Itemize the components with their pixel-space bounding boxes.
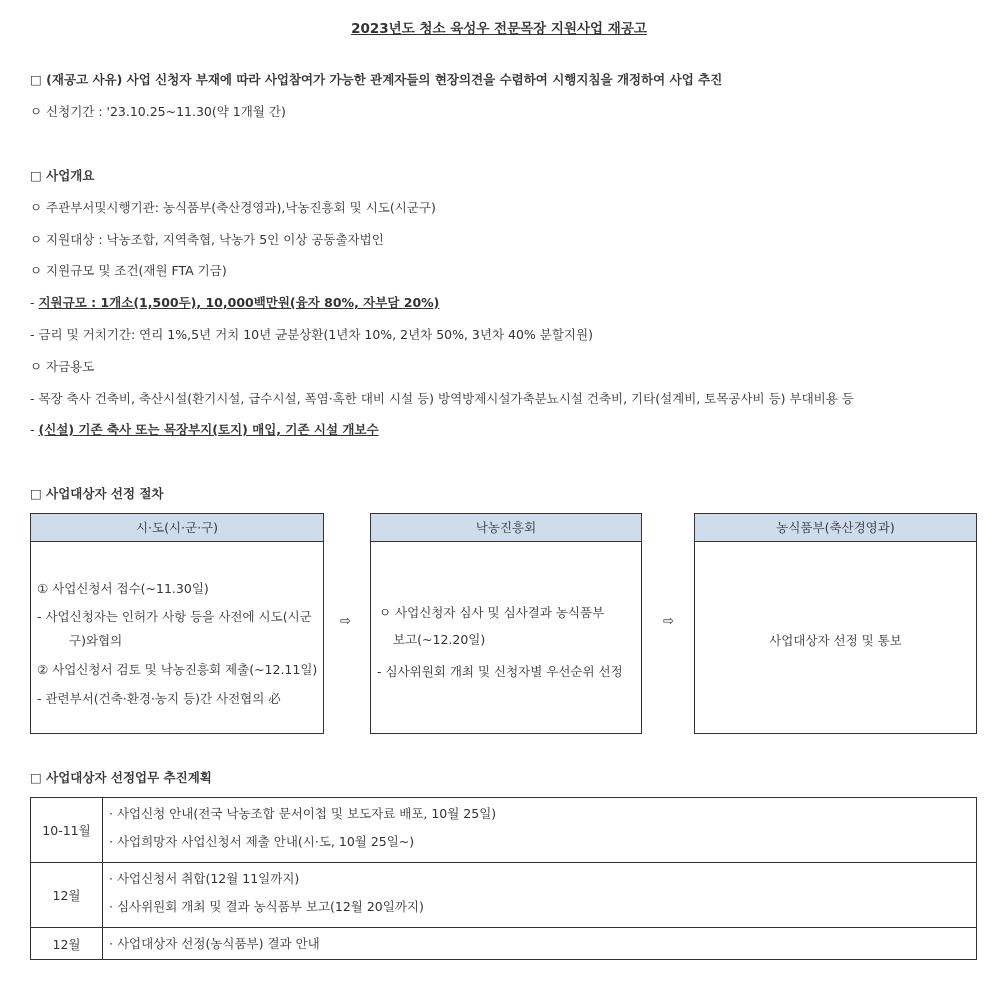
- overview-scale-conditions: ㅇ 지원규모 및 조건(재원 FTA 기금): [30, 263, 227, 278]
- sido-step-1-note-cont: 구)와협의: [69, 633, 123, 648]
- plan-row: [31, 798, 977, 863]
- overview-scale: 지원규모 : 1개소(1,500두), 10,000백만원(융자 80%, 자부담 20%): [38, 295, 440, 310]
- sido-step-2-note: - 관련부서(건축·환경·농지 등)간 사전협의 必: [37, 691, 281, 706]
- plan-month: 12월: [31, 928, 103, 960]
- council-review: ㅇ 사업신청자 심사 및 심사결과 농식품부: [379, 605, 605, 620]
- reason-heading: □ (재공고 사유) 사업 신청자 부재에 따라 사업참여가 가능한 관계자들의 현장의견을 수렴하여 시행지침을 개정하여 사업 추진: [30, 72, 723, 87]
- application-period: ㅇ 신청기간 : '23.10.25~11.30(약 1개월 간): [30, 104, 286, 119]
- plan-item: · 사업신청서 취합(12월 11일까지): [109, 871, 300, 886]
- plan-items: [103, 928, 977, 960]
- overview-heading: □ 사업개요: [30, 168, 95, 183]
- overview-new-item: (신설) 기존 축사 또는 목장부지(토지) 매입, 기존 시설 개보수: [38, 422, 379, 437]
- procedure-box-ministry: [694, 513, 977, 734]
- plan-month: 12월: [31, 863, 103, 928]
- plan-items: [103, 863, 977, 928]
- scale-dash: -: [30, 295, 39, 310]
- document-title: 2023년도 청소 육성우 전문목장 지원사업 재공고: [351, 21, 647, 37]
- plan-row: [31, 928, 977, 960]
- plan-month: 10-11월: [31, 798, 103, 863]
- plan-item: · 심사위원회 개최 및 결과 농식품부 보고(12월 20일까지): [109, 899, 424, 914]
- procedure-box-ministry-header: 농식품부(축산경영과): [695, 514, 976, 542]
- sido-step-1-note: - 사업신청자는 인허가 사항 등을 사전에 시도(시군: [37, 609, 312, 624]
- overview-fund-use-detail: - 목장 축사 건축비, 축산시설(환기시설, 급수시설, 폭염·혹한 대비 시설 등) 방역방제시설가축분뇨시설 건축비, 기타(설계비, 토목공사비 등) 부대비용 등: [30, 391, 854, 406]
- overview-target: ㅇ 지원대상 : 낙농조합, 지역축협, 낙농가 5인 이상 공동출자법인: [30, 232, 384, 247]
- plan-items: [103, 798, 977, 863]
- ministry-selection: 사업대상자 선정 및 통보: [769, 633, 902, 648]
- overview-scale-line: [30, 293, 439, 311]
- plan-table: [30, 797, 977, 960]
- sido-step-1: ① 사업신청서 접수(~11.30일): [37, 581, 209, 596]
- plan-item: · 사업희망자 사업신청서 제출 안내(시·도, 10월 25일~): [109, 834, 415, 849]
- arrow-right-icon: ⇨: [340, 614, 351, 629]
- procedure-heading: □ 사업대상자 선정 절차: [30, 486, 164, 501]
- new-item-dash: -: [30, 422, 39, 437]
- overview-new-item-line: [30, 420, 379, 438]
- plan-row: [31, 863, 977, 928]
- plan-heading: □ 사업대상자 선정업무 추진계획: [30, 770, 212, 785]
- overview-organizer: ㅇ 주관부서및시행기관: 농식품부(축산경영과),낙농진흥회 및 시도(시군구): [30, 200, 436, 215]
- plan-item: · 사업신청 안내(전국 낙농조합 문서이첩 및 보도자료 배포, 10월 25일): [109, 806, 497, 821]
- arrow-right-icon: ⇨: [663, 614, 674, 629]
- sido-step-2: ② 사업신청서 검토 및 낙농진흥회 제출(~12.11일): [37, 662, 318, 677]
- overview-fund-use: ㅇ 자금용도: [30, 359, 95, 374]
- procedure-box-dairy-council: [370, 513, 642, 734]
- procedure-box-dairy-council-header: 낙농진흥회: [371, 514, 641, 542]
- council-review-cont: 보고(~12.20일): [393, 632, 486, 647]
- overview-interest: - 금리 및 거치기간: 연리 1%,5년 거치 10년 균분상환(1년차 10%, 2년차 50%, 3년차 40% 분할지원): [30, 327, 593, 342]
- procedure-box-sido: [30, 513, 324, 734]
- procedure-box-sido-header: 시·도(시·군·구): [31, 514, 323, 542]
- council-committee: - 심사위원회 개최 및 신청자별 우선순위 선정: [377, 664, 623, 679]
- plan-item: · 사업대상자 선정(농식품부) 결과 안내: [109, 935, 320, 951]
